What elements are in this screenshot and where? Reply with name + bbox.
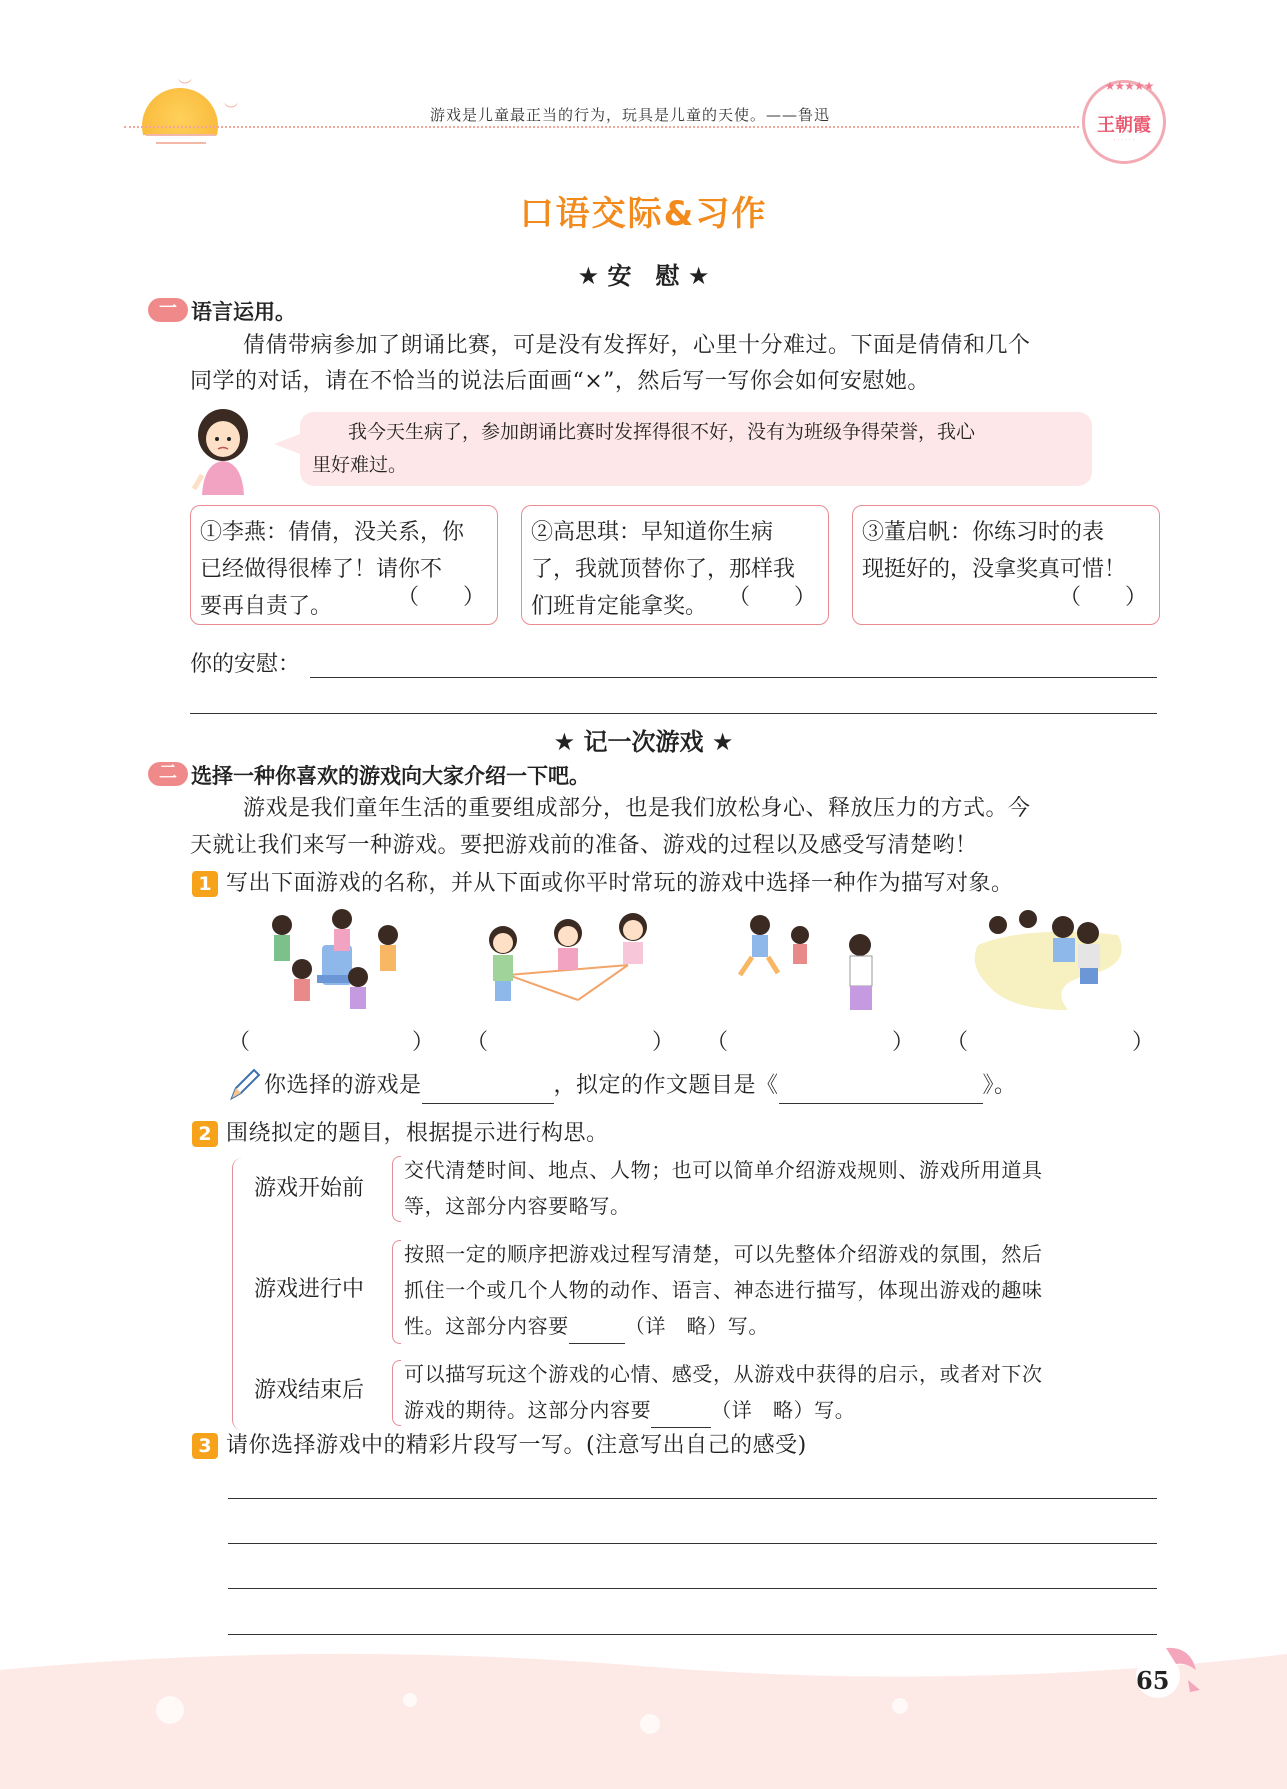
outline-after-line2-suffix: （详 略）写。 xyxy=(711,1398,856,1422)
option-1-line2: 已经做得很棒了！请你不 xyxy=(200,557,443,582)
game-name-paren-close-2: ） xyxy=(652,1030,675,1055)
task-1-badge: 1 xyxy=(192,871,218,897)
section-one-badge: 一 xyxy=(148,298,188,322)
section-two-badge: 二 xyxy=(148,762,188,786)
outline-after-line2-prefix: 游戏的期待。这部分内容要 xyxy=(404,1398,652,1422)
outline-during-line1: 按照一定的顺序把游戏过程写清楚，可以先整体介绍游戏的氛围，然后 xyxy=(404,1242,1043,1266)
game-name-paren-open-1: （ xyxy=(228,1030,251,1055)
outline-label-after: 游戏结束后 xyxy=(254,1378,365,1403)
option-box-3 xyxy=(852,505,1160,625)
option-2-line3: 们班肯定能拿奖。 xyxy=(531,594,708,619)
outline-before-line1: 交代清楚时间、地点、人物；也可以简单介绍游戏规则、游戏所用道具 xyxy=(404,1158,1043,1182)
page-number: 65 xyxy=(1136,1666,1170,1695)
outline-during-text xyxy=(404,1236,1043,1344)
game-name-paren-close-3: ） xyxy=(892,1030,915,1055)
section-two-intro-line1: 游戏是我们童年生活的重要组成部分，也是我们放松身心、释放压力的方式。今 xyxy=(243,796,1031,821)
section-two-subtitle: ★ 记一次游戏 ★ xyxy=(553,728,734,756)
section-one-subtitle: ★ 安 慰 ★ xyxy=(577,262,710,290)
bubble-line1: 我今天生病了，参加朗诵比赛时发挥得很不好，没有为班级争得荣誉，我心 xyxy=(348,421,976,443)
composition-title-label: ，拟定的作文题目是《 xyxy=(553,1073,779,1098)
game-illustration-tag xyxy=(730,905,890,1017)
seal-text: 王朝霞 xyxy=(1097,115,1151,136)
outline-during-line3 xyxy=(404,1308,1043,1344)
chosen-game-blank[interactable] xyxy=(422,1103,554,1104)
composition-title-close: 》。 xyxy=(982,1073,1017,1098)
option-3-line2: 现挺好的，没拿奖真可惜！ xyxy=(862,557,1127,582)
task-3-badge: 3 xyxy=(192,1433,218,1459)
during-detail-blank[interactable] xyxy=(569,1343,625,1344)
game-illustration-musical-chairs xyxy=(262,905,412,1017)
outline-during-line2: 抓住一个或几个人物的动作、语言、神态进行描写，体现出游戏的趣味 xyxy=(404,1278,1043,1302)
speech-bubble xyxy=(300,412,1092,486)
outline-during-line3-suffix: （详 略）写。 xyxy=(624,1314,770,1338)
outline-before-line2: 等，这部分内容要略写。 xyxy=(404,1194,631,1218)
outline-label-before: 游戏开始前 xyxy=(254,1176,365,1201)
writing-line[interactable] xyxy=(228,1588,1157,1589)
answer-line[interactable] xyxy=(310,677,1157,678)
outline-after-text xyxy=(404,1356,1043,1428)
section-two-heading: 选择一种你喜欢的游戏向大家介绍一下吧。 xyxy=(191,764,590,788)
game-name-paren-open-2: （ xyxy=(466,1030,489,1055)
choose-game-line xyxy=(264,1068,1017,1104)
game-illustration-eagle-catches-chicks xyxy=(968,905,1138,1017)
option-1-answer-paren[interactable]: （ ） xyxy=(396,585,485,610)
header-motto: 游戏是儿童最正当的行为，玩具是儿童的天使。——鲁迅 xyxy=(430,106,831,124)
answer-label: 你的安慰： xyxy=(190,652,301,677)
bubble-line2: 里好难过。 xyxy=(312,454,408,476)
option-3-answer-paren[interactable]: （ ） xyxy=(1058,585,1147,610)
outline-before-text xyxy=(404,1152,1043,1224)
sun-reflection-line xyxy=(156,142,206,144)
seal-subtext: · · · · · · xyxy=(1113,137,1135,144)
answer-line[interactable] xyxy=(190,713,1157,714)
pencil-icon xyxy=(228,1066,262,1102)
page-title: 口语交际&习作 xyxy=(519,194,768,234)
outline-label-during: 游戏进行中 xyxy=(254,1277,365,1302)
option-box-2 xyxy=(521,505,829,625)
composition-title-blank[interactable] xyxy=(779,1103,983,1104)
header-divider xyxy=(124,126,1079,128)
outline-after-line1: 可以描写玩这个游戏的心情、感受，从游戏中获得的启示，或者对下次 xyxy=(404,1362,1043,1386)
writing-line[interactable] xyxy=(228,1498,1157,1499)
bird-icon: ︶ xyxy=(178,79,192,95)
outline-after-line2 xyxy=(404,1392,1043,1428)
section-one-intro-line2: 同学的对话，请在不恰当的说法后面画“×”，然后写一写你会如何安慰她。 xyxy=(190,369,930,394)
bird-icon: ︶ xyxy=(224,103,238,119)
task-1-text: 写出下面游戏的名称，并从下面或你平时常玩的游戏中选择一种作为描写对象。 xyxy=(226,871,1014,896)
section-one-intro-line1: 倩倩带病参加了朗诵比赛，可是没有发挥好，心里十分难过。下面是倩倩和几个 xyxy=(243,333,1031,358)
outline-brace xyxy=(232,1158,247,1430)
option-2-line2: 了，我就顶替你了，那样我 xyxy=(531,557,796,582)
task-2-badge: 2 xyxy=(192,1121,218,1147)
task-3-text: 请你选择游戏中的精彩片段写一写。(注意写出自己的感受) xyxy=(226,1433,807,1458)
outline-brace-after xyxy=(392,1360,401,1426)
footer-wave-decoration xyxy=(0,1640,1287,1789)
outline-during-line3-prefix: 性。这部分内容要 xyxy=(404,1314,569,1338)
option-1-line3: 要再自责了。 xyxy=(200,594,333,619)
task-2-text: 围绕拟定的题目，根据提示进行构思。 xyxy=(226,1121,609,1146)
game-name-paren-close-4: ） xyxy=(1132,1030,1155,1055)
choose-game-label: 你选择的游戏是 xyxy=(264,1073,422,1098)
girl-illustration xyxy=(190,405,256,495)
section-one-heading: 语言运用。 xyxy=(191,300,296,324)
option-2-line1: ②高思琪：早知道你生病 xyxy=(531,520,774,545)
option-3-line1: ③董启帆：你练习时的表 xyxy=(862,520,1105,545)
game-name-paren-close-1: ） xyxy=(412,1030,435,1055)
stars-icon: ★★★★★ xyxy=(1104,79,1154,93)
option-1-line1: ①李燕：倩倩，没关系，你 xyxy=(200,520,465,545)
option-2-answer-paren[interactable]: （ ） xyxy=(727,585,816,610)
writing-line[interactable] xyxy=(228,1634,1157,1635)
section-two-intro-line2: 天就让我们来写一种游戏。要把游戏前的准备、游戏的过程以及感受写清楚哟！ xyxy=(190,833,978,858)
game-illustration-rubber-band-jump xyxy=(478,905,658,1017)
publisher-seal xyxy=(1082,80,1166,164)
outline-brace-during xyxy=(392,1240,401,1344)
option-box-1 xyxy=(190,505,498,625)
sun-reflection-line xyxy=(146,134,216,136)
game-name-paren-open-3: （ xyxy=(706,1030,729,1055)
outline-brace-before xyxy=(392,1156,401,1222)
game-name-paren-open-4: （ xyxy=(946,1030,969,1055)
writing-line[interactable] xyxy=(228,1543,1157,1544)
